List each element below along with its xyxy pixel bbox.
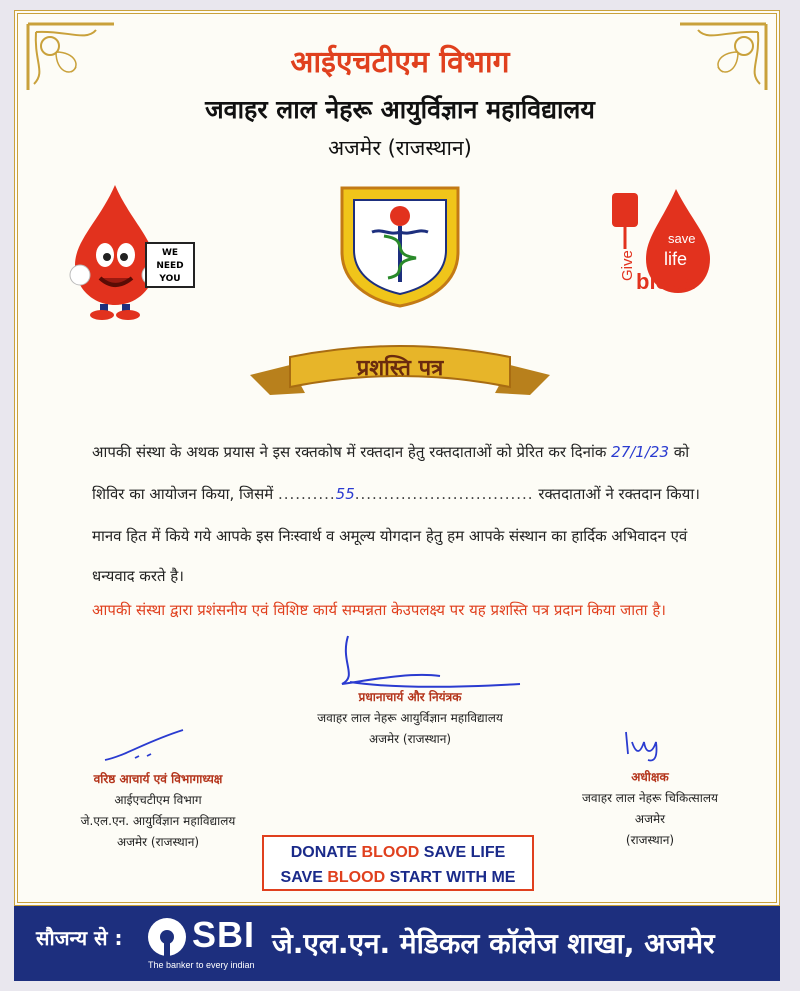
department-title: आईएचटीएम विभाग	[290, 45, 510, 80]
sign-line: YOU	[159, 274, 181, 284]
certificate-title: प्रशस्ति पत्र	[356, 356, 444, 381]
slogan-line-1	[264, 840, 532, 865]
senior-line-2: जे.एल.एन. आयुर्विज्ञान महाविद्यालय	[80, 814, 236, 828]
give-blood-logo	[606, 185, 726, 305]
senior-line-3: अजमेर (राजस्थान)	[116, 835, 200, 849]
dotted-leader: ..........	[277, 485, 336, 503]
donors-count-field: 55	[335, 485, 355, 503]
senior-signature-icon	[95, 722, 205, 767]
college-emblem-icon	[332, 182, 468, 310]
principal-line-1: जवाहर लाल नेहरू आयुर्विज्ञान महाविद्यालय	[317, 711, 503, 725]
superintendent-line-2: अजमेर	[634, 812, 666, 826]
superintendent-title: अधीक्षक	[631, 770, 669, 784]
body-line-1	[92, 442, 689, 462]
body-text: आपकी संस्था के अथक प्रयास ने इस रक्तकोष में रक्तदान हेतु रक्तदाताओं को प्रेरित कर दिनांक	[92, 443, 607, 461]
courtesy-label: सौजन्य से :	[36, 926, 123, 950]
dotted-leader: ...............................	[354, 485, 534, 503]
slogan-text: START WITH ME	[385, 869, 516, 886]
slogan-text: SAVE	[280, 869, 328, 886]
body-text: को	[673, 443, 690, 461]
superintendent-line-1: जवाहर लाल नेहरू चिकित्सालय	[582, 791, 718, 805]
slogan-text: SAVE LIFE	[419, 844, 506, 861]
date-field: 27/1/23	[611, 443, 669, 461]
principal-signature-icon	[330, 632, 530, 694]
senior-title: वरिष्ठ आचार्य एवं विभागाध्यक्ष	[93, 772, 223, 786]
give-text: Give	[619, 250, 636, 281]
body-text: रक्तदाताओं ने रक्तदान किया।	[538, 485, 700, 503]
life-text: life	[664, 249, 688, 269]
body-line-3: मानव हित में किये गये आपके इस निःस्वार्थ व अमूल्य योगदान हेतु हम आपके संस्थान का हार्दिक अभिवादन एवं	[92, 527, 688, 545]
body-line-2	[92, 484, 700, 504]
save-text: save	[668, 231, 696, 246]
senior-line-1: आईएचटीएम विभाग	[114, 793, 202, 807]
award-statement: आपकी संस्था द्वारा प्रशंसनीय एवं विशिष्ट कार्य सम्पन्नता केउपलक्ष्य पर यह प्रशस्ति पत्र प्रदान किया जाता है।	[92, 601, 666, 619]
slogan-text: DONATE	[290, 844, 362, 861]
branch-name: जे.एल.एन. मेडिकल कॉलेज शाखा, अजमेर	[272, 927, 715, 960]
we-need-you-sign	[145, 242, 195, 288]
superintendent-line-3: (राजस्थान)	[625, 833, 675, 847]
body-line-4: धन्यवाद करते है।	[92, 567, 184, 585]
principal-line-2: अजमेर (राजस्थान)	[368, 732, 452, 746]
bank-name: SBI	[192, 914, 256, 955]
blood-text: blood	[636, 269, 696, 294]
city-title: अजमेर (राजस्थान)	[328, 136, 472, 160]
sign-line: WE	[161, 248, 179, 258]
body-text: शिविर का आयोजन किया, जिसमें	[92, 485, 274, 503]
sponsor-footer	[14, 906, 780, 981]
college-title: जवाहर लाल नेहरू आयुर्विज्ञान महाविद्यालय	[205, 95, 595, 124]
slogan-line-2	[264, 865, 532, 890]
sign-line: NEED	[156, 261, 184, 271]
sbi-logo-icon	[146, 916, 188, 958]
bank-tagline: The banker to every indian	[148, 960, 255, 970]
superintendent-signature-icon	[618, 728, 678, 763]
slogan-highlight: BLOOD	[327, 869, 386, 886]
donate-blood-slogan	[262, 835, 534, 891]
principal-title: प्रधानाचार्य और नियंत्रक	[358, 690, 462, 704]
slogan-highlight: BLOOD	[361, 844, 420, 861]
